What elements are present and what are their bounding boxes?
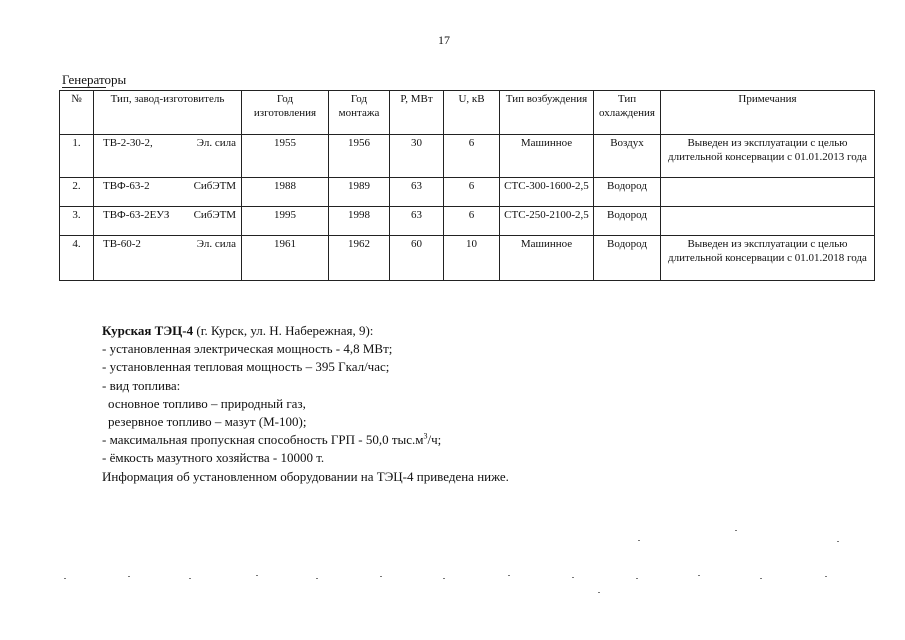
fuel-oil-capacity-line: - ёмкость мазутного хозяйства - 10000 т. — [102, 450, 325, 466]
page-number: 17 — [438, 33, 450, 47]
scan-speck — [316, 578, 318, 579]
table-row — [60, 178, 875, 207]
table-row — [60, 135, 875, 178]
station-name: Курская ТЭЦ-4 — [102, 323, 194, 338]
row-note — [661, 178, 875, 207]
scan-speck — [508, 575, 510, 576]
section-title-text: Генераторы — [62, 72, 127, 87]
row-type-cell — [94, 236, 242, 281]
scan-speck — [638, 540, 640, 541]
row-note: Выведен из эксплуатации с целью длительной консервации с 01.01.2013 года — [661, 135, 875, 178]
scan-speck — [380, 576, 382, 577]
scan-speck — [735, 530, 737, 531]
station-info — [102, 322, 509, 486]
equipment-note-line: Информация об установленном оборудовании на ТЭЦ-4 приведена ниже. — [102, 468, 509, 484]
row-type: ТВФ-63-2ЕУЗ — [103, 209, 170, 221]
row-num: 4. — [60, 236, 94, 281]
scan-speck — [636, 578, 638, 579]
row-year-made: 1988 — [242, 178, 329, 207]
row-voltage: 6 — [444, 135, 500, 178]
scan-speck — [189, 578, 191, 579]
header-notes: Примечания — [661, 91, 875, 135]
row-year-mount: 1998 — [329, 207, 390, 236]
header-power: P, МВт — [390, 91, 444, 135]
row-year-made: 1961 — [242, 236, 329, 281]
row-cooling: Водород — [594, 207, 661, 236]
header-year-made: Год изготовления — [242, 91, 329, 135]
grp-capacity-line — [102, 431, 509, 449]
scan-speck — [760, 578, 762, 579]
row-type-cell — [94, 207, 242, 236]
fuel-type-line: - вид топлива: — [102, 377, 181, 393]
row-excitation: Машинное — [500, 135, 594, 178]
row-cooling: Водород — [594, 236, 661, 281]
row-power: 63 — [390, 207, 444, 236]
row-year-mount: 1956 — [329, 135, 390, 178]
row-cooling: Воздух — [594, 135, 661, 178]
row-year-mount: 1962 — [329, 236, 390, 281]
row-maker: СибЭТМ — [193, 209, 236, 221]
row-power: 30 — [390, 135, 444, 178]
row-maker: Эл. сила — [196, 238, 236, 250]
section-title — [62, 72, 126, 88]
header-num: № — [60, 91, 94, 135]
scan-speck — [64, 578, 66, 579]
row-voltage: 6 — [444, 178, 500, 207]
header-year-mount: Год монтажа — [329, 91, 390, 135]
row-maker: Эл. сила — [196, 137, 236, 149]
row-excitation: Машинное — [500, 236, 594, 281]
row-power: 60 — [390, 236, 444, 281]
scan-speck — [572, 577, 574, 578]
row-maker: СибЭТМ — [193, 180, 236, 192]
row-voltage: 10 — [444, 236, 500, 281]
header-excitation: Тип возбуждения — [500, 91, 594, 135]
row-year-made: 1955 — [242, 135, 329, 178]
header-type: Тип, завод-изготовитель — [94, 91, 242, 135]
scan-speck — [598, 592, 600, 593]
scan-speck — [825, 576, 827, 577]
row-type-cell — [94, 135, 242, 178]
row-type: ТВ-2-30-2, — [103, 137, 153, 149]
main-fuel-line: основное топливо – природный газ, — [108, 395, 306, 411]
scan-speck — [443, 578, 445, 579]
row-cooling: Водород — [594, 178, 661, 207]
scan-speck — [256, 575, 258, 576]
station-address: (г. Курск, ул. Н. Набережная, 9): — [193, 323, 374, 338]
electric-power-line: - установленная электрическая мощность - 4,8 МВт; — [102, 341, 393, 357]
grp-capacity-suffix: /ч; — [427, 432, 442, 448]
row-num: 3. — [60, 207, 94, 236]
row-type: ТВФ-63-2 — [103, 180, 150, 192]
table-row — [60, 207, 875, 236]
generators-table — [59, 90, 875, 281]
scan-speck — [128, 576, 130, 577]
row-year-made: 1995 — [242, 207, 329, 236]
grp-capacity-prefix: - максимальная пропускная способность ГРП - 50,0 тыс.м — [102, 432, 424, 448]
row-excitation: СТС-250-2100-2,5 — [500, 207, 594, 236]
row-num: 1. — [60, 135, 94, 178]
row-power: 63 — [390, 178, 444, 207]
title-underline — [62, 87, 106, 88]
row-num: 2. — [60, 178, 94, 207]
row-year-mount: 1989 — [329, 178, 390, 207]
scan-speck — [698, 575, 700, 576]
row-note — [661, 207, 875, 236]
header-voltage: U, кВ — [444, 91, 500, 135]
table-row — [60, 236, 875, 281]
thermal-power-line: - установленная тепловая мощность – 395 Гкал/час; — [102, 359, 390, 375]
table-header-row — [60, 91, 875, 135]
row-type: ТВ-60-2 — [103, 238, 141, 250]
row-type-cell — [94, 178, 242, 207]
row-excitation: СТС-300-1600-2,5 — [500, 178, 594, 207]
station-heading — [102, 322, 509, 340]
scan-speck — [837, 541, 839, 542]
reserve-fuel-line: резервное топливо – мазут (М-100); — [108, 414, 307, 430]
header-cooling: Тип охлаждения — [594, 91, 661, 135]
row-voltage: 6 — [444, 207, 500, 236]
grp-capacity-sup: 3 — [423, 431, 428, 441]
row-note: Выведен из эксплуатации с целью длительной консервации с 01.01.2018 года — [661, 236, 875, 281]
